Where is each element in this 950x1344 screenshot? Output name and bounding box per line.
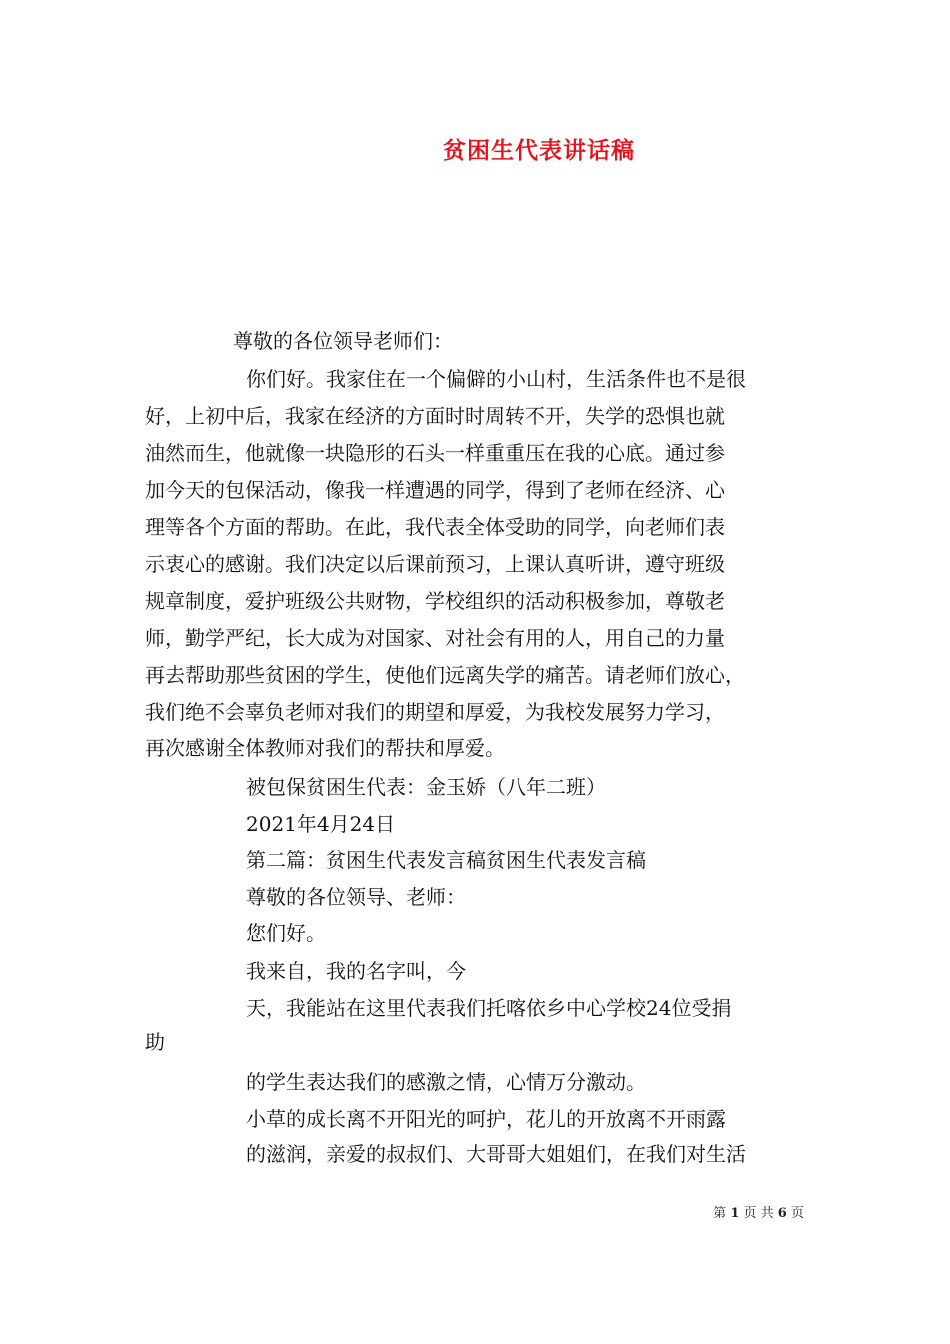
paragraph-line: 再去帮助那些贫困的学生，使他们远离失学的痛苦。请老师们放心， [145, 663, 745, 687]
paragraph-line: 的滋润，亲爱的叔叔们、大哥哥大姐姐们，在我们对生活 [246, 1142, 746, 1166]
paragraph-line: 你们好。我家住在一个偏僻的小山村，生活条件也不是很 [246, 367, 746, 391]
paragraph-line: 我们绝不会辜负老师对我们的期望和厚爱，为我校发展努力学习， [145, 700, 725, 724]
paragraph-line: 的学生表达我们的感激之情，心情万分激动。 [246, 1070, 646, 1094]
footer-mid: 页 共 [743, 1206, 774, 1221]
salutation: 尊敬的各位领导老师们： [233, 329, 453, 353]
paragraph-line: 加今天的包保活动，像我一样遭遇的同学，得到了老师在经济、心 [145, 478, 725, 502]
date-line: 2021年4月24日 [246, 812, 396, 836]
signature-line: 被包保贫困生代表：金玉娇（八年二班） [246, 775, 606, 799]
footer-suffix: 页 [790, 1206, 804, 1221]
paragraph-line: 师，勤学严纪，长大成为对国家、对社会有用的人，用自己的力量 [145, 626, 725, 650]
footer-page-number: 1 [730, 1206, 740, 1221]
paragraph-line: 小草的成长离不开阳光的呵护，花儿的开放离不开雨露 [246, 1107, 726, 1131]
footer-total-pages: 6 [777, 1206, 787, 1221]
paragraph-line: 好，上初中后，我家在经济的方面时时周转不开，失学的恐惧也就 [145, 404, 725, 428]
salutation: 尊敬的各位领导、老师： [246, 885, 466, 909]
paragraph-line: 您们好。 [246, 921, 326, 945]
paragraph-line: 理等各个方面的帮助。在此，我代表全体受助的同学，向老师们表 [145, 515, 725, 539]
paragraph-line: 示衷心的感谢。我们决定以后课前预习，上课认真听讲，遵守班级 [145, 552, 725, 576]
document-title: 贫困生代表讲话稿 [443, 137, 635, 164]
section-heading: 第二篇：贫困生代表发言稿贫困生代表发言稿 [246, 848, 646, 872]
paragraph-line: 规章制度，爱护班级公共财物，学校组织的活动积极参加，尊敬老 [145, 589, 725, 613]
paragraph-line: 助 [145, 1030, 165, 1054]
paragraph-line: 油然而生，他就像一块隐形的石头一样重重压在我的心底。通过参 [145, 441, 725, 465]
paragraph-line: 天，我能站在这里代表我们托喀依乡中心学校24位受捐 [246, 996, 732, 1020]
page-footer [0, 1202, 950, 1221]
paragraph-line: 我来自，我的名字叫，今 [246, 959, 466, 983]
paragraph-line: 再次感谢全体教师对我们的帮扶和厚爱。 [145, 736, 505, 760]
footer-prefix: 第 [713, 1206, 727, 1221]
